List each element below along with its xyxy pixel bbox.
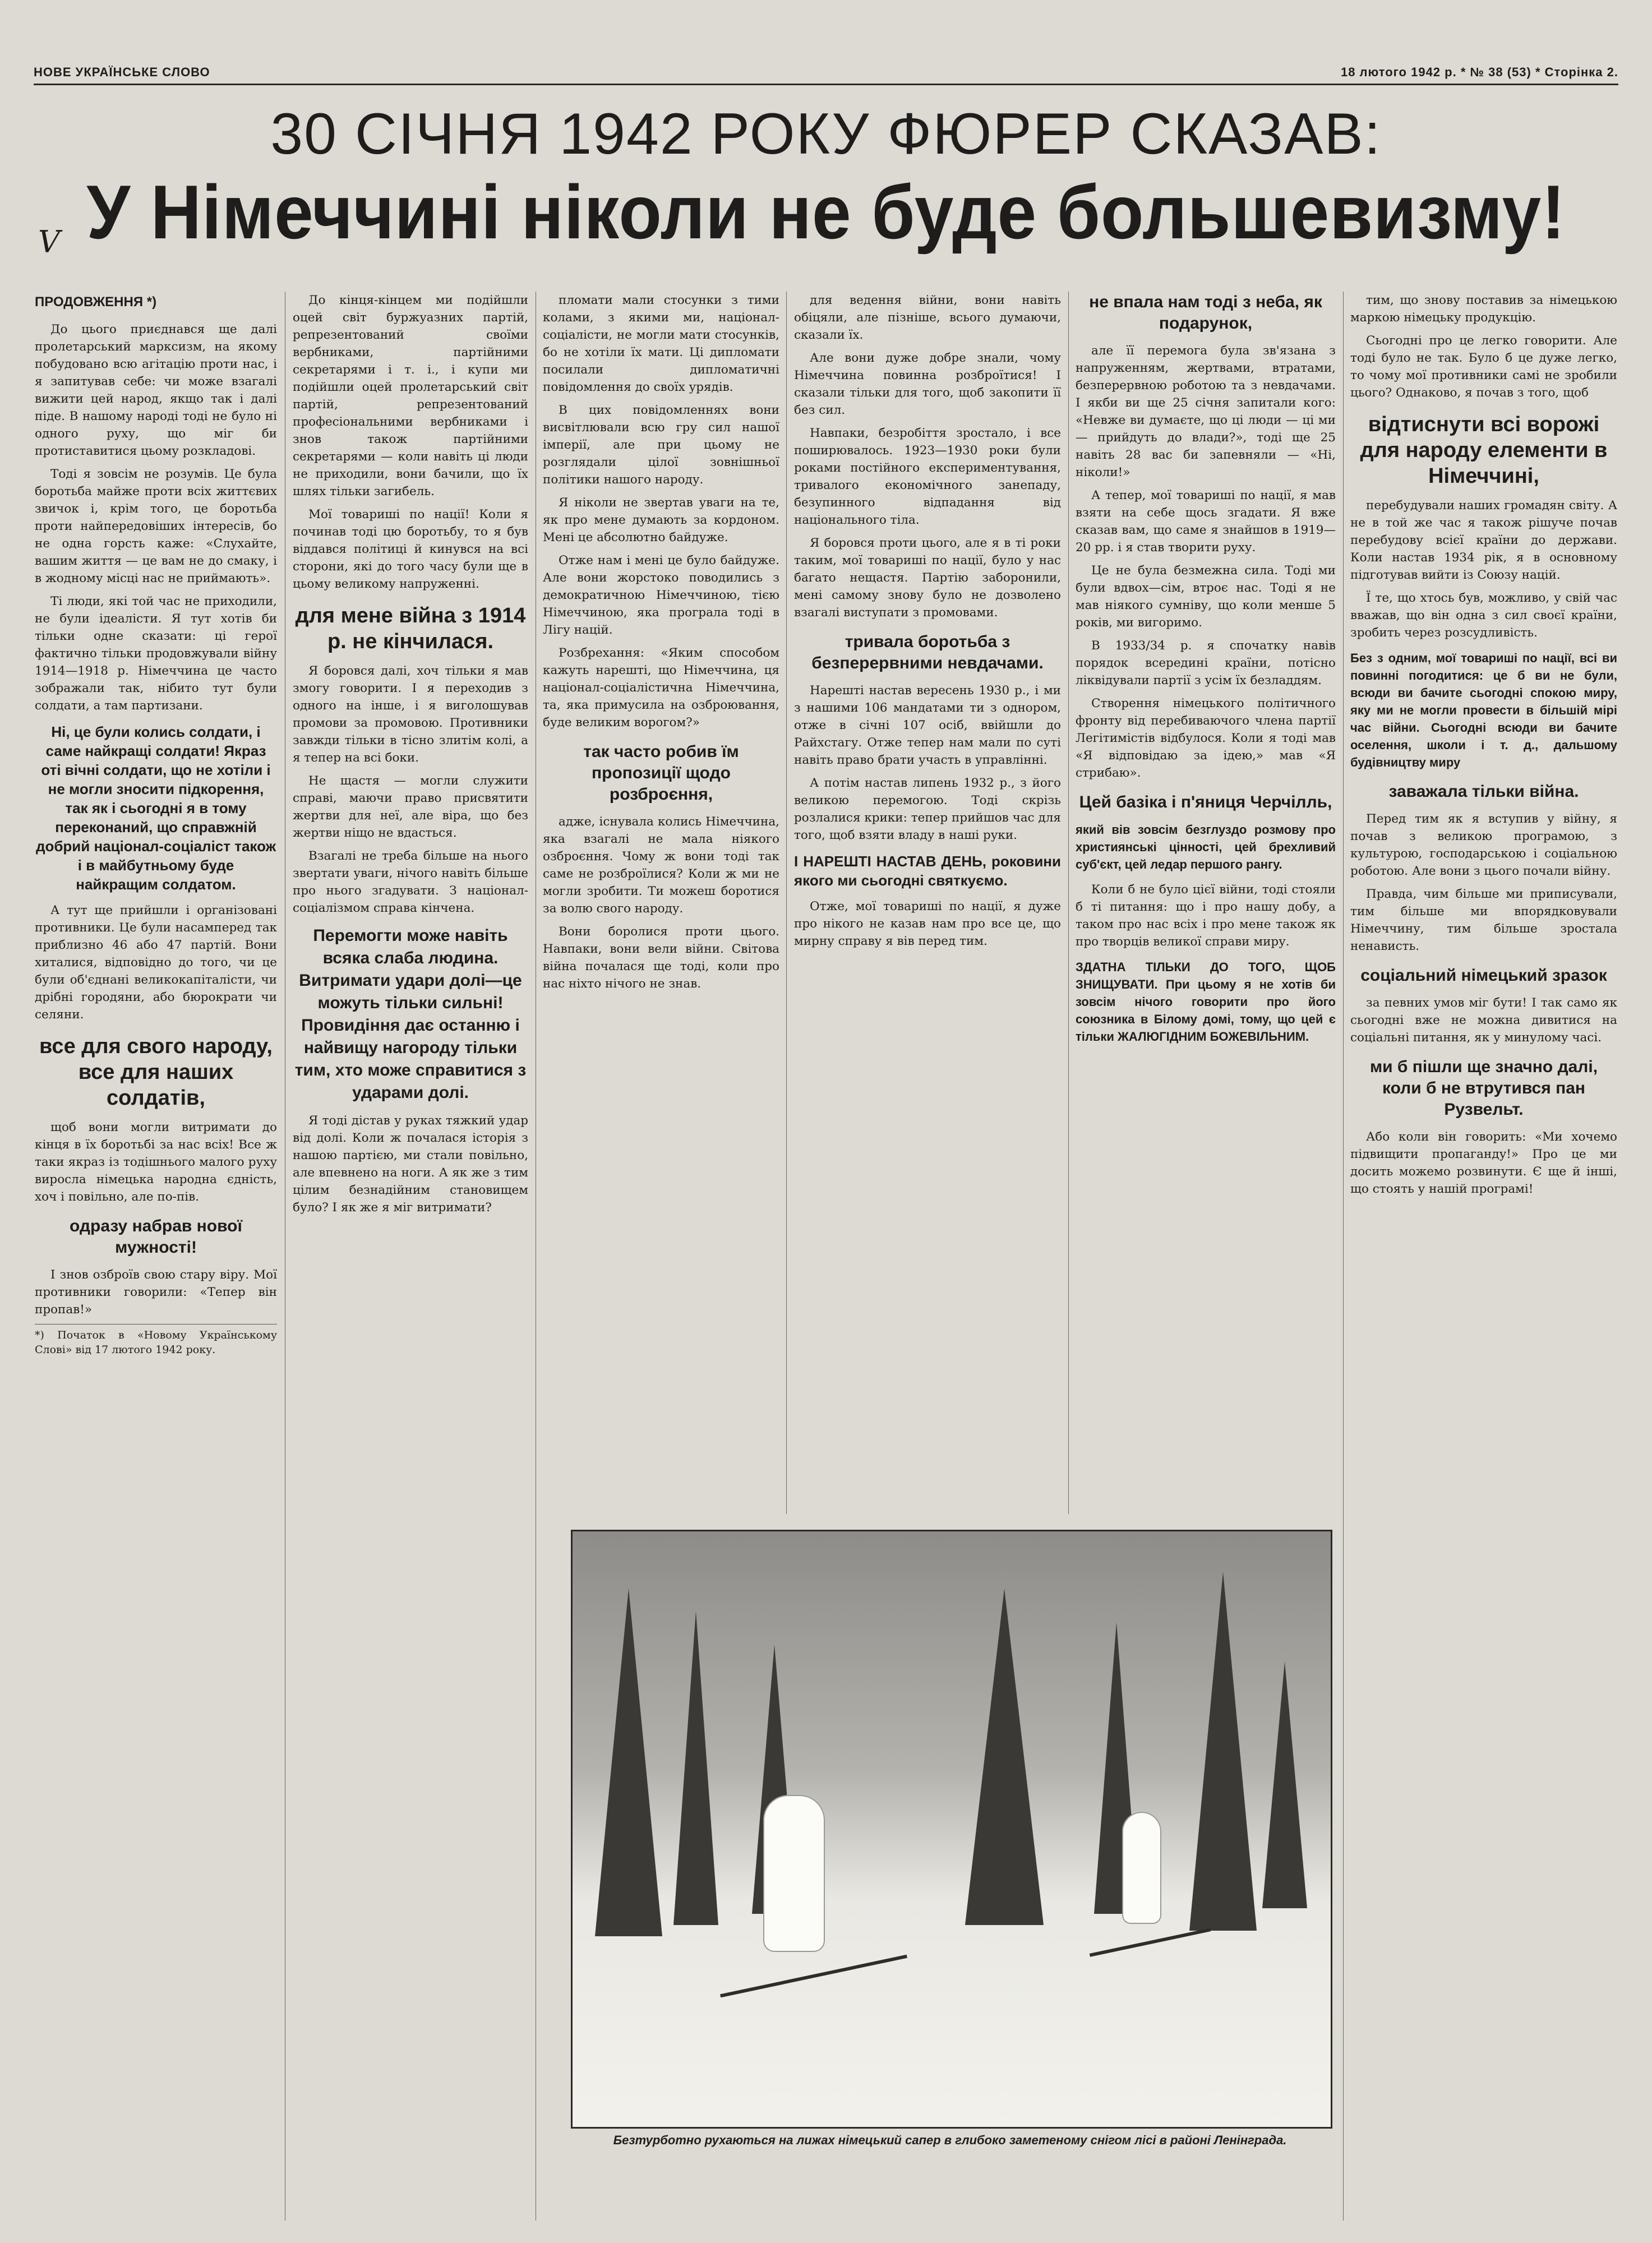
subheading: все для свого народу, все для наших солдатів, [39,1035,273,1110]
tree-shape [673,1611,718,1925]
tree-shape [1189,1572,1257,1931]
paragraph: Ті люди, які той час не приходили, не були ідеалісти. Я тут хотів би тільки одне сказати: ці герої фактично тільки продовжували війну 1914—1918 р. Німеччина це часто зображали так, нібито тут були солдати, а там партизани. [35,594,277,713]
subheading: не впала нам тоді з неба, як подарунок, [1089,293,1322,333]
column-rule [1068,292,1069,1514]
paragraph: Правда, чим більше ми приписували, тим більше ми впорядковували Німеччину, тим більше зростала ненависть. [1350,887,1617,953]
paragraph: До кінця-кінцем ми подійшли оцей світ буржуазних партій, репрезентований своїми вербниками, партійними секретарями і т. і., і купи ми подійшли оцей пролетарський світ партій, репрезентований професіональними вербниками і знов також партійними секретарями — коли навіть ці люди не приходили, вони бачили, що їх шлях тільки загибель. [293,293,528,499]
article-column-6 [1350,292,1617,2221]
paragraph: Я боровся проти цього, але я в ті роки таким, мої товариші по нації, було у нас багато нещастя. Партію заборонили, мені самому знову було не дозволено взагалі виступати з промовами. [794,536,1061,620]
subheading: тривала боротьба з безперервними невдачами. [811,633,1044,672]
skier-figure [1122,1812,1161,1924]
paragraph: Я боровся далі, хоч тільки я мав змогу говорити. І я переходив з одного на інше, і я виголошував промови за промовою. Противники завжди тільки в тісно злитім колі, а я тепер на всі боки. [293,664,528,765]
paragraph: Взагалі не треба більше на нього звертати уваги, нічого навіть більше про нього згадувати. З націонал-соціалізмом справа кінчена. [293,849,528,915]
paragraph: адже, існувала колись Німеччина, яка взагалі не мала ніякого озброєння. Чому ж вони тоді так саме не розброїлися? Коли ж ми не могли зробити. Ти можеш боротися за волю свого народу. [543,815,779,916]
paragraph: А потім настав липень 1932 р., з його великою перемогою. Тоді скрізь розлалися крики: тепер прийшов час для того, щоб взяти владу в наші руки. [794,776,1061,842]
paragraph: Я ніколи не звертав уваги на те, як про мене думають за кордоном. Мені це абсолютно байдуже. [543,496,779,544]
article-column-4 [794,292,1061,1514]
paragraph: Перед тим як я вступив у війну, я почав з великою програмою, з культурою, господарською і соціальною роботою. Але вони з цього почали війну. [1350,812,1617,878]
headline-main: У Німеччині ніколи не буде большевизму! [86,169,1566,255]
paragraph: Розбрехання: «Яким способом кажуть нарешті, що Німеччина, ця націонал-соціалістична Німеччина, та, яка примусила на озброювання, буде великим ворогом?» [543,646,779,730]
paragraph: Отже, мої товариші по нації, я дуже про нікого не казав нам про все це, що мирну справу я вів перед тим. [794,899,1061,948]
tree-shape [1262,1662,1307,1908]
article-column-3 [543,292,779,1514]
masthead-issue: 18 лютого 1942 р. * № 38 (53) * [1340,65,1541,79]
paragraph: Тоді я зовсім не розумів. Це була боротьба майже проти всіх життєвих звичок і, крім того, це боротьба проти найпередовіших інтересів, бо не одна горсть каже: «Слухайте, вашим життя — це вам не до смаку, і в жодному місці нас не приймають». [35,467,277,585]
bold-statement: Ні, це були колись солдати, і саме найкращі солдати! Якраз оті вічні солдати, що не хотіли і не могли зносити підкорення, так як і сьогодні я в тому переконаний, що справжній добрий націонал-соціаліст також і в майбутньому буде найкращим солдатом. [35,723,276,893]
bold-statement: який вів зовсім безглуздо розмову про християнські цінності, цей брехливий суб'єкт, цей ледар першого рангу. [1076,823,1336,871]
continuation-label: ПРОДОВЖЕННЯ *) [35,294,157,310]
masthead-paper-name: НОВЕ УКРАЇНСЬКЕ СЛОВО [34,65,210,79]
column-rule [1343,292,1344,2221]
paragraph: Вони боролися проти цього. Навпаки, вони вели війни. Світова війна почалася ще тоді, коли про нас ніхто нічого не знав. [543,925,779,991]
tree-shape [595,1589,662,1936]
paragraph: Отже нам і мені це було байдуже. Але вони жорстоко поводились з демократичною Німеччиною, тією Німеччиною, яка програла тоді в Лігу націй. [543,553,779,637]
photo-caption: Безтурботно рухаються на лижах німецький сапер в глибоко заметеному снігом лісі в районі Ленінграда. [613,2133,1287,2147]
article-column-5 [1076,292,1336,1514]
headline-kicker: 30 СІЧНЯ 1942 РОКУ ФЮРЕР СКАЗАВ: [270,101,1382,167]
subheading: Цей базіка і п'яниця Черчілль, [1079,793,1332,811]
masthead-rule [34,84,1618,85]
subheading: відтиснути всі ворожі для народу елементи в Німеччині, [1360,413,1608,488]
photo-soldier-skiing-in-forest [571,1530,1332,2129]
paragraph: перебудували наших громадян світу. А не в той же час я також рішуче почав перебудову всієї країни до держави. Коли настав 1934 рік, я в основному підготував вийти із Союзу націй. [1350,499,1617,582]
paragraph: пломати мали стосунки з тими колами, з якими ми, націонал-соціалісти, не могли мати стосунків, бо не хотіли їх мати. Ці дипломати посилали дипломатичні повідомлення до своїх урядів. [543,293,779,394]
subheading: ми б пішли ще значно далі, коли б не втрутився пан Рузвельт. [1369,1058,1598,1119]
paragraph: для ведення війни, вони навіть обіцяли, але пізніше, всього думаючи, сказали їх. [794,293,1061,342]
masthead-date [1341,65,1618,80]
paragraph: А тут ще прийшли і організовані противники. Це були насамперед так приблизно 46 або 47 партій. Вони хиталися, відповідно до того, чи це були об'єднані великокапіталісти, чи дрібні городяни, або бюрократи чи селяни. [35,903,277,1022]
subheading: для мене війна з 1914 р. не кінчилася. [295,604,526,653]
paragraph: Але вони дуже добре знали, чому Німеччина повинна розброїтися! І сказали тільки для того, щоб закопити її без сил. [794,351,1061,417]
paragraph: щоб вони могли витримати до кінця в їх боротьбі за нас всіх! Все ж таки якраз із тодішнього малого руху виросла німецька народна єдність, хоч і повільно, але по-пів. [35,1120,277,1204]
paragraph: А тепер, мої товариші по нації, я мав взяти на себе щось згадати. Я вже сказав вам, що саме я знайшов в 1919—20 рр. і я став творити руху. [1076,488,1336,555]
skier-figure [763,1795,825,1952]
paragraph: Сьогодні про це легко говорити. Але тоді було не так. Було б це дуже легко, то чому мої противники самі не зробили цього? Однаково, я почав з того, щоб [1350,334,1617,400]
paragraph: І знов озброїв свою стару віру. Мої противники говорили: «Тепер він пропав!» [35,1268,277,1317]
column-rule [786,292,787,1514]
bold-statement: І НАРЕШТІ НАСТАВ ДЕНЬ, роковини якого ми сьогодні святкуємо. [794,853,1061,889]
paragraph: Я тоді дістав у руках тяжкий удар від долі. Коли ж почалася історія з нашою партією, ми стали повільно, але впевнено на ноги. А як же з тим цілим безнадійним становищем було? І як же я міг витримати? [293,1114,528,1215]
paragraph: Створення німецького політичного фронту від перебиваючого члена партії Легітимістів відбулося. Коли я тоді мав «Я відповідаю за ідею,» мав «Я стрибаю». [1076,696,1336,780]
subheading: так часто робив їм пропозиції щодо розброєння, [583,742,739,804]
paragraph: Або коли він говорить: «Ми хочемо підвищити пропаганду!» Про це ми досить можемо розвинути. Є ще й інші, що стоять у нашій програмі! [1350,1130,1617,1196]
paragraph: Навпаки, безробіття зростало, і все поширювалось. 1923—1930 роки були роками постійного експериментування, тривалого економічного занепаду, безупинного відпадання від національного тіла. [794,426,1061,527]
footnote: *) Початок в «Новому Українському Слові» від 17 лютого 1942 року. [35,1324,277,1357]
ski [1090,1928,1211,1957]
article-column-2 [293,292,528,2221]
paragraph: Це не була безмежна сила. Тоді ми були вдвох—сім, втроє нас. Тоді я не мав ніякого сумніву, що коли менше 5 років, ми вигоримо. [1076,564,1336,630]
paragraph: В цих повідомленнях вони висвітлювали всю гру сил нашої імперії, але при цьому не розглядали цілої зовнішньої політики нашого народу. [543,403,779,487]
paragraph: До цього приєднався ще далі пролетарський марксизм, на якому побудовано всю агітацію проти нас, і я запитував себе: чи може взагалі вижити цей народ, якщо так і далі піде. В нашому народі тоді не було ні одного руху, що міг би протиставитися цьому розкладові. [35,322,277,458]
article-column-1 [35,292,277,2221]
paragraph: за певних умов міг бути! І так само як сьогодні вже не можна дивитися на соціальні питання, як у минулому часі. [1350,996,1617,1045]
paragraph: Мої товариші по нації! Коли я починав тоді цю боротьбу, то я був віддався політиці й кинувся на всі сторони, які до того часу були ще в цьому великому напруженні. [293,507,528,591]
bold-statement: Перемогти може навіть всяка слаба людина. Витримати удари долі—це можуть тільки сильні! Провидіння дає останню і найвищу нагороду тільки тим, хто може справитися з ударами долі. [294,926,527,1102]
paragraph: але її перемога була зв'язана з напруженням, жертвами, втратами, безперервною роботою та з невдачами. І якби ви ще 25 січня запитали кого: «Невже ви думаєте, що ці люди — ці ми — прийдуть до влади?», тоді ще 25 навіть 28 вас би запевняли — «Ні, ніколи!» [1076,344,1336,479]
paragraph: Ї те, що хтось був, можливо, у свій час вважав, що він одна з сил своєї країни, зробить через розсудливість. [1350,591,1617,640]
paragraph: тим, що знову поставив за німецькою маркою німецьку продукцію. [1350,293,1617,325]
subheading: соціальний німецький зразок [1360,966,1607,985]
handwritten-margin-mark: V [38,224,60,260]
bold-statement: ЗДАТНА ТІЛЬКИ ДО ТОГО, ЩОБ ЗНИЩУВАТИ. При цьому я не хотів би зовсім нічого говорити про його союзника в Білому домі, тому, що цей є тільки ЖАЛЮГІДНИМ БОЖЕВІЛЬНИМ. [1076,960,1336,1044]
paragraph: Коли б не було цієї війни, тоді стояли б ті питання: що і про нашу добу, а таком про нас всіх і про мене також як про творців великої справи миру. [1076,883,1336,949]
subheading: заважала тільки війна. [1388,782,1579,801]
tree-shape [965,1589,1044,1925]
paragraph: В 1933/34 р. я спочатку навів порядок всередині країни, потісно ліквідували партії з усім їх безладдям. [1076,639,1336,687]
bold-statement: Без з одним, мої товариші по нації, всі ви повинні погодитися: це б ви не були, всюди ви бачите сьогодні спокою миру, яку ми не могли провести в більшій мірі час війни. Сьогодні всюди ви бачите оселення, школи і т. д., дальшому будівництву миру [1350,651,1617,769]
paragraph: Не щастя — могли служити справі, маючи право присвятити жертви для неї, але віра, що без жертви ніщо не вдасться. [293,774,528,840]
masthead-page: Сторінка 2. [1544,65,1618,79]
ski [720,1955,907,1998]
masthead [34,54,1618,80]
paragraph: Нарешті настав вересень 1930 р., і ми з нашими 106 мандатами ти з однором, отже в січні 107 осіб, ввійшли до Райхстагу. Отже тепер нам мали по суті навіть право брати участь в управлінні. [794,684,1061,767]
subheading: одразу набрав нової мужності! [70,1217,242,1257]
